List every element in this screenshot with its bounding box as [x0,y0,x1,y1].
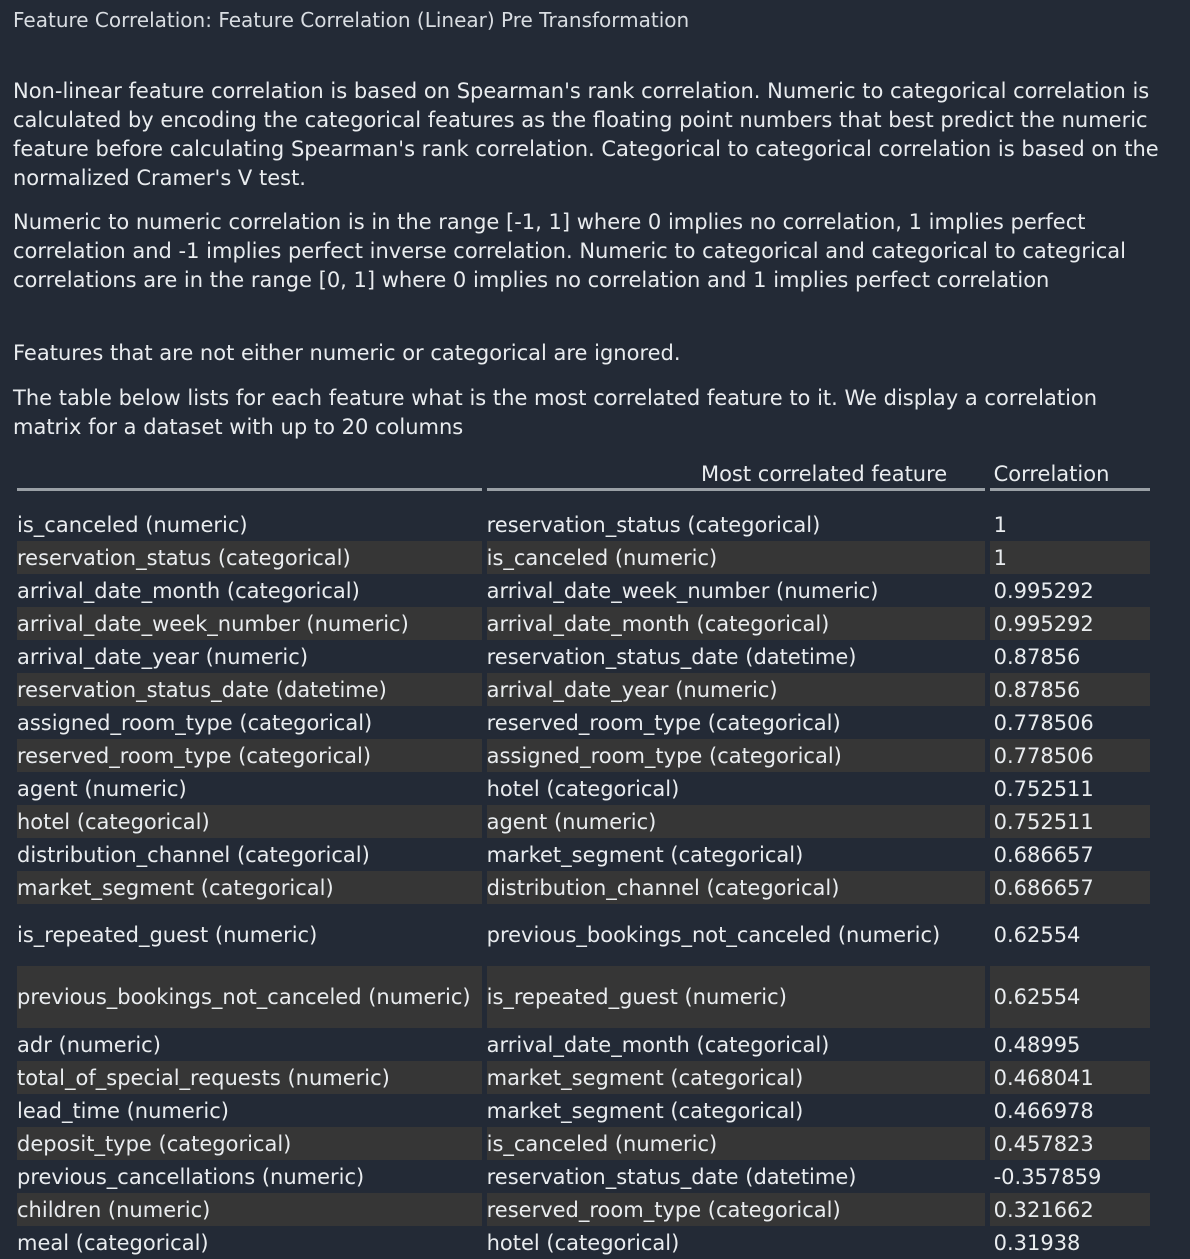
feature-cell: children (numeric) [17,1193,482,1226]
correlation-cell: 0.752511 [990,772,1150,805]
table-row [17,541,1150,574]
feature-cell: distribution_channel (categorical) [17,838,482,871]
feature-cell: market_segment (categorical) [17,871,482,904]
most-correlated-cell: distribution_channel (categorical) [487,871,986,904]
header-correlation: Correlation [990,458,1150,491]
description-paragraph-3: Features that are not either numeric or categorical are ignored. [13,341,681,365]
page-title: Feature Correlation: Feature Correlation (Linear) Pre Transformation [13,8,690,32]
table-row [17,673,1150,706]
correlation-cell: 0.457823 [990,1127,1150,1160]
table-header-row [17,458,1150,491]
table-body [17,491,1150,1259]
description-paragraph-4: The table below lists for each feature what is the most correlated feature to it. We display a correlation matrix for a dataset with up to 20 columns [13,386,1098,439]
correlation-cell: 0.752511 [990,805,1150,838]
correlation-cell: 0.321662 [990,1193,1150,1226]
table-row [17,805,1150,838]
correlation-cell: 0.48995 [990,1028,1150,1061]
table-row [17,1094,1150,1127]
table-row [17,838,1150,871]
table-row [17,607,1150,640]
table-row [17,1028,1150,1061]
most-correlated-cell: agent (numeric) [487,805,986,838]
feature-cell: reservation_status (categorical) [17,541,482,574]
feature-cell: arrival_date_week_number (numeric) [17,607,482,640]
feature-cell: lead_time (numeric) [17,1094,482,1127]
header-feature [17,458,482,491]
correlation-cell: 0.778506 [990,706,1150,739]
most-correlated-cell: reserved_room_type (categorical) [487,706,986,739]
most-correlated-cell: market_segment (categorical) [487,1094,986,1127]
correlation-cell: 0.778506 [990,739,1150,772]
most-correlated-cell: arrival_date_month (categorical) [487,1028,986,1061]
feature-cell: is_canceled (numeric) [17,508,482,541]
table-row [17,508,1150,541]
correlation-cell: 0.62554 [990,904,1150,966]
feature-cell: previous_bookings_not_canceled (numeric) [17,966,482,1028]
correlation-cell: 0.686657 [990,838,1150,871]
table-row [17,772,1150,805]
feature-cell: reserved_room_type (categorical) [17,739,482,772]
most-correlated-cell: market_segment (categorical) [487,1061,986,1094]
correlation-cell: 0.995292 [990,574,1150,607]
most-correlated-cell: arrival_date_year (numeric) [487,673,986,706]
table-row [17,1061,1150,1094]
table-row [17,904,1150,966]
most-correlated-cell: reserved_room_type (categorical) [487,1193,986,1226]
correlation-cell: -0.357859 [990,1160,1150,1193]
most-correlated-cell: reservation_status_date (datetime) [487,1160,986,1193]
most-correlated-cell: assigned_room_type (categorical) [487,739,986,772]
correlation-cell: 1 [990,508,1150,541]
most-correlated-cell: previous_bookings_not_canceled (numeric) [487,904,986,966]
feature-cell: deposit_type (categorical) [17,1127,482,1160]
table-row [17,574,1150,607]
table-row [17,1193,1150,1226]
description-paragraph-1: Non-linear feature correlation is based on Spearman's rank correlation. Numeric to categorical correlation is calculated by encoding the categorical features as the floating point numbers that best predict the numeric feature before calculating Spearman's rank correlation. Categorical to categorical correlation is based on the normalized Cramer's V test. [13,79,1159,190]
table-row [17,1160,1150,1193]
correlation-cell: 0.31938 [990,1226,1150,1259]
most-correlated-cell: is_repeated_guest (numeric) [487,966,986,1028]
table-row [17,706,1150,739]
correlation-cell: 0.87856 [990,640,1150,673]
most-correlated-cell: reservation_status (categorical) [487,508,986,541]
most-correlated-cell: arrival_date_week_number (numeric) [487,574,986,607]
most-correlated-cell: is_canceled (numeric) [487,541,986,574]
feature-cell: total_of_special_requests (numeric) [17,1061,482,1094]
feature-cell: meal (categorical) [17,1226,482,1259]
most-correlated-cell: hotel (categorical) [487,1226,986,1259]
feature-cell: arrival_date_month (categorical) [17,574,482,607]
table-row [17,1127,1150,1160]
feature-cell: assigned_room_type (categorical) [17,706,482,739]
most-correlated-cell: is_canceled (numeric) [487,1127,986,1160]
feature-cell: agent (numeric) [17,772,482,805]
header-most-correlated: Most correlated feature [487,458,986,491]
feature-cell: reservation_status_date (datetime) [17,673,482,706]
table-row [17,1226,1150,1259]
most-correlated-cell: market_segment (categorical) [487,838,986,871]
correlation-cell: 0.995292 [990,607,1150,640]
table-row [17,966,1150,1028]
correlation-cell: 0.87856 [990,673,1150,706]
feature-cell: arrival_date_year (numeric) [17,640,482,673]
correlation-table [17,458,1150,1259]
feature-cell: adr (numeric) [17,1028,482,1061]
feature-cell: is_repeated_guest (numeric) [17,904,482,966]
most-correlated-cell: reservation_status_date (datetime) [487,640,986,673]
feature-cell: previous_cancellations (numeric) [17,1160,482,1193]
correlation-cell: 0.686657 [990,871,1150,904]
table-row [17,871,1150,904]
description-paragraph-2: Numeric to numeric correlation is in the range [-1, 1] where 0 implies no correlation, 1 implies perfect correlation and -1 implies perfect inverse correlation. Numeric to categorical and categorical to categrical correlations are in the range [0, 1] where 0 implies no correlation and 1 implies perfect correlation [13,210,1126,292]
correlation-cell: 0.466978 [990,1094,1150,1127]
correlation-cell: 1 [990,541,1150,574]
most-correlated-cell: arrival_date_month (categorical) [487,607,986,640]
correlation-cell: 0.468041 [990,1061,1150,1094]
table-row [17,640,1150,673]
correlation-cell: 0.62554 [990,966,1150,1028]
feature-cell: hotel (categorical) [17,805,482,838]
most-correlated-cell: hotel (categorical) [487,772,986,805]
table-row [17,739,1150,772]
